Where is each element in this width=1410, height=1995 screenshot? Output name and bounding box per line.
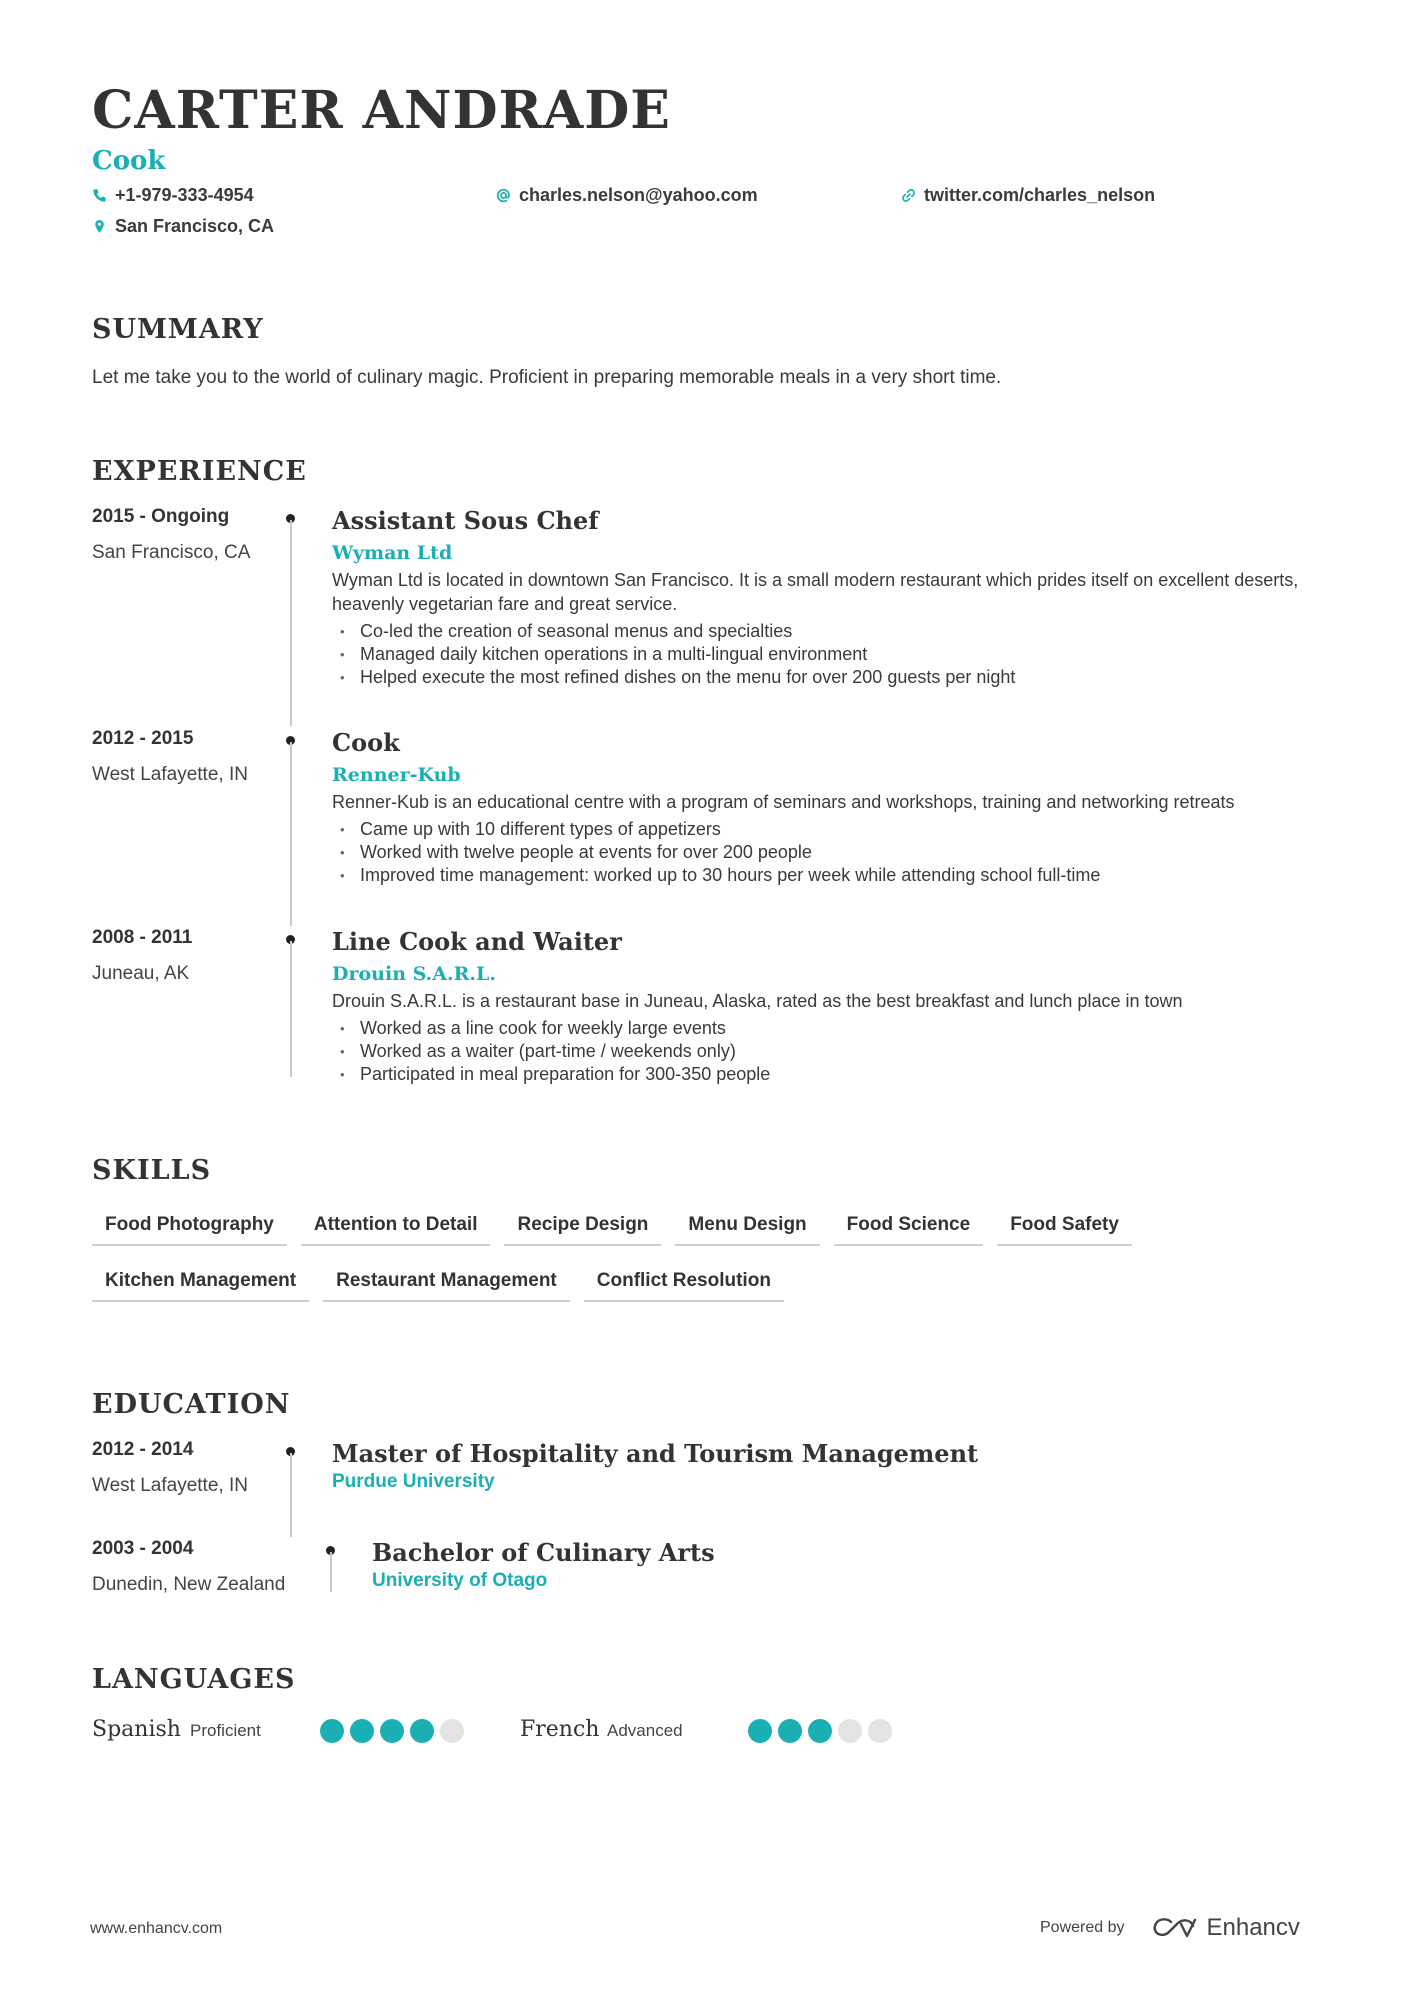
rating-dot: [748, 1719, 772, 1743]
contact-location: [92, 216, 274, 237]
education-item: [92, 1538, 1322, 1618]
education-date: 2012 - 2014: [92, 1439, 194, 1460]
education-location: West Lafayette, IN: [92, 1475, 248, 1496]
experience-company: Drouin S.A.R.L.: [332, 963, 497, 985]
experience-location: Juneau, AK: [92, 963, 190, 984]
candidate-name: CARTER ANDRADE: [92, 80, 671, 141]
skill-tag: Food Science: [834, 1208, 984, 1246]
timeline-line: [290, 742, 292, 926]
candidate-role: Cook: [92, 146, 166, 176]
experience-bullets: [332, 620, 1332, 689]
powered-by-label: Powered by: [1040, 1919, 1125, 1936]
experience-title: Cook: [332, 728, 400, 757]
language-level: Advanced: [607, 1721, 683, 1740]
experience-date: 2015 - Ongoing: [92, 506, 230, 527]
skill-tag: Kitchen Management: [92, 1264, 309, 1302]
rating-dot: [320, 1719, 344, 1743]
experience-bullets: [332, 818, 1332, 887]
language-name: French: [520, 1717, 600, 1742]
skill-tag: Conflict Resolution: [584, 1264, 784, 1302]
experience-item: [92, 728, 1322, 928]
rating-dot: [808, 1719, 832, 1743]
skills-heading: SKILLS: [92, 1155, 212, 1186]
website-text: twitter.com/charles_nelson: [924, 185, 1156, 205]
skill-tag: Recipe Design: [504, 1208, 661, 1246]
education-item: [92, 1439, 1322, 1539]
timeline-line: [330, 1552, 332, 1592]
summary-text: Let me take you to the world of culinary magic. Proficient in preparing memorable meals in a very short time.: [92, 367, 1002, 388]
rating-dot: [838, 1719, 862, 1743]
enhancv-logo[interactable]: [1151, 1914, 1300, 1942]
location-text: San Francisco, CA: [115, 216, 275, 236]
rating-dot: [868, 1719, 892, 1743]
experience-date: 2012 - 2015: [92, 728, 194, 749]
skill-tag: Menu Design: [675, 1208, 819, 1246]
experience-company: Wyman Ltd: [332, 542, 453, 564]
at-icon: [496, 188, 511, 203]
experience-description: Renner-Kub is an educational centre with a program of seminars and workshops, training and networking retreats: [332, 792, 1235, 812]
education-school: Purdue University: [332, 1471, 495, 1492]
skills-list: [92, 1208, 1312, 1320]
experience-heading: EXPERIENCE: [92, 456, 307, 487]
timeline-line: [290, 1453, 292, 1537]
link-icon: [901, 188, 916, 203]
bullet-item: • Participated in meal preparation for 300-350 people: [360, 1063, 1332, 1086]
education-degree: Bachelor of Culinary Arts: [372, 1538, 715, 1567]
skill-tag: Food Photography: [92, 1208, 287, 1246]
summary-heading: SUMMARY: [92, 314, 264, 345]
bullet-item: • Improved time management: worked up to 30 hours per week while attending school full-time: [360, 864, 1332, 887]
rating-dot: [410, 1719, 434, 1743]
experience-item: [92, 506, 1322, 726]
email-text: charles.nelson@yahoo.com: [519, 185, 758, 205]
language-item: [92, 1717, 261, 1742]
skill-tag: Attention to Detail: [301, 1208, 491, 1246]
rating-dot: [778, 1719, 802, 1743]
language-rating: [320, 1719, 464, 1743]
experience-company: Renner-Kub: [332, 764, 461, 786]
bullet-item: • Worked as a waiter (part-time / weekends only): [360, 1040, 1332, 1063]
education-degree: Master of Hospitality and Tourism Management: [332, 1439, 979, 1468]
enhancv-logo-icon: [1151, 1916, 1199, 1940]
language-rating: [748, 1719, 892, 1743]
experience-title: Line Cook and Waiter: [332, 927, 622, 956]
footer-website[interactable]: www.enhancv.com: [90, 1920, 223, 1937]
education-heading: EDUCATION: [92, 1389, 291, 1420]
experience-description: Drouin S.A.R.L. is a restaurant base in Juneau, Alaska, rated as the best breakfast and lunch place in town: [332, 991, 1183, 1011]
footer-branding: [1040, 1914, 1300, 1942]
experience-location: West Lafayette, IN: [92, 764, 248, 785]
education-school: University of Otago: [372, 1570, 548, 1591]
bullet-item: • Helped execute the most refined dishes on the menu for over 200 guests per night: [360, 666, 1332, 689]
experience-location: San Francisco, CA: [92, 542, 251, 563]
languages-heading: LANGUAGES: [92, 1664, 296, 1695]
enhancv-wordmark: Enhancv: [1206, 1914, 1300, 1941]
timeline-line: [290, 520, 292, 726]
contact-email[interactable]: [496, 185, 758, 206]
bullet-item: • Came up with 10 different types of appetizers: [360, 818, 1332, 841]
bullet-item: • Managed daily kitchen operations in a multi-lingual environment: [360, 643, 1332, 666]
phone-icon: [92, 188, 107, 203]
experience-bullets: [332, 1017, 1332, 1086]
timeline-line: [290, 941, 292, 1077]
experience-description: Wyman Ltd is located in downtown San Francisco. It is a small modern restaurant which prides itself on excellent deserts, heavenly vegetarian fare and great service.: [332, 570, 1299, 614]
rating-dot: [380, 1719, 404, 1743]
contact-phone[interactable]: [92, 185, 254, 206]
bullet-item: • Worked with twelve people at events for over 200 people: [360, 841, 1332, 864]
education-date: 2003 - 2004: [92, 1538, 194, 1559]
contact-website[interactable]: [901, 185, 1155, 206]
rating-dot: [440, 1719, 464, 1743]
phone-text: +1-979-333-4954: [115, 185, 254, 205]
skill-tag: Food Safety: [997, 1208, 1132, 1246]
experience-date: 2008 - 2011: [92, 927, 193, 948]
education-location: Dunedin, New Zealand: [92, 1574, 286, 1595]
skill-tag: Restaurant Management: [323, 1264, 570, 1302]
bullet-item: • Co-led the creation of seasonal menus and specialties: [360, 620, 1332, 643]
location-pin-icon: [92, 219, 107, 234]
language-level: Proficient: [190, 1721, 261, 1740]
rating-dot: [350, 1719, 374, 1743]
language-name: Spanish: [92, 1717, 181, 1742]
language-item: [520, 1717, 683, 1742]
bullet-item: • Worked as a line cook for weekly large events: [360, 1017, 1332, 1040]
experience-item: [92, 927, 1322, 1127]
experience-title: Assistant Sous Chef: [332, 506, 599, 535]
